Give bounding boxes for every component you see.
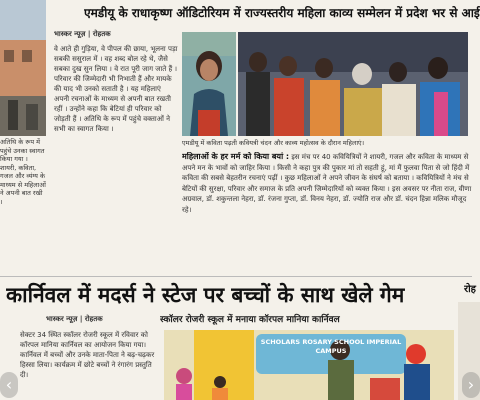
left-column-text: अतिथि के रूप में पहुंचे उनका स्वागत किया गया । शायरी, कविता, गजल और व्यंग्य के माध्यम से महिलाओं ने अपनी बात रखी । [0, 138, 46, 206]
edge-headline: रोह [464, 284, 476, 295]
carnival-subheadline: स्कॉलर रोजरी स्कूल में मनाया कॉरपल मानिया कार्निवल [160, 315, 340, 325]
next-button[interactable]: › [462, 372, 480, 398]
prev-button[interactable]: ‹ [0, 372, 18, 398]
poet-photo [182, 32, 236, 136]
women-article-body: इस मंच पर 40 कवियित्रियों ने शायरी, गजल और कविता के माध्यम से अपने मन के भावों को जाहिर किया । किसी ने कहा पुत्र की पुकार मां तो सहती हूं, मां मैं फुलवा पिता से जो हिंदी में कविता की सबसे बेहतरीन रचनाएं पढ़ीं । कुछ महिलाओं ने अपने जीवन के संघर्ष को बताया । कवियित्रियों ने मंच से बेटियों की सुरक्षा, परिवार और समाज के प्रति अपनी जिम्मेदारियों को व्यक्त किया । इस अवसर पर नीता राज, वीणा अग्रवाल, डॉ. शकुन्तला नेहरा, डॉ. रंजना गुप्ता, डॉ. विनय नेहरा, डॉ. ज्योति राज और डॉ. चंदन हिन्ना मलिक मौजूद रहे। [182, 153, 472, 214]
section-divider [0, 276, 472, 277]
women-article [182, 152, 472, 270]
carnival-headline: कार्निवल में मदर्स ने स्टेज पर बच्चों के साथ खेले गेम [6, 283, 405, 307]
audience-photo [238, 32, 468, 136]
poetry-photo-caption: एमडीयू में कविता पढ़ती कवियत्री चंदन और काव्य महोत्सव के दौरान महिलाएं। [182, 139, 365, 147]
top-headline: एमडीयू के राधाकृष्ण ऑडिटोरियम में राज्यस्तरीय महिला काव्य सम्मेलन में प्रदेश भर से आई [84, 6, 480, 20]
carnival-photo [164, 330, 454, 400]
carnival-body: सेक्टर 34 स्थित स्कॉलर रोजरी स्कूल में रविवार को कॉरपल मानिया कार्निवल का आयोजन किया गया। कार्निवल में बच्चों और उनके माता-पिता ने बढ़-चढ़कर हिस्सा लिया। कार्यक्रम में छोटे बच्चों ने रंगारंग प्रस्तुति दी। [20, 331, 155, 379]
left-article-body: वे आते ही गुड़िया, वे पीपल की छाया, भूलना पड़ा सबकी ससुराल में । वह शब्द बोल रहे थे, जैसे सबका दुख सुन लिया । वे रात पूरी जाग जाते हैं । परिवार की जिम्मेदारी भी निभाती हैं और मायके की याद भी उनको सताती है । यह महिलाएं अपनी रचनाओं के माध्यम से अपनी बात रखती रहीं । उन्होंने कहा कि बेटियां ही परिवार को जोड़ती हैं । अतिथि के रूप में पहुंचे वक्ताओं ने सभी का स्वागत किया । [54, 45, 178, 133]
carnival-byline: भास्कर न्यूज़ | रोहतक [46, 315, 103, 323]
school-banner-text: SCHOLARS ROSARY SCHOOL IMPERIAL CAMPUS [260, 338, 402, 355]
women-article-lead: महिलाओं के हर मर्म को किया बयां : [182, 152, 290, 161]
left-article-byline: भास्कर न्यूज़ | रोहतक [54, 30, 111, 38]
building-photo [0, 0, 46, 136]
